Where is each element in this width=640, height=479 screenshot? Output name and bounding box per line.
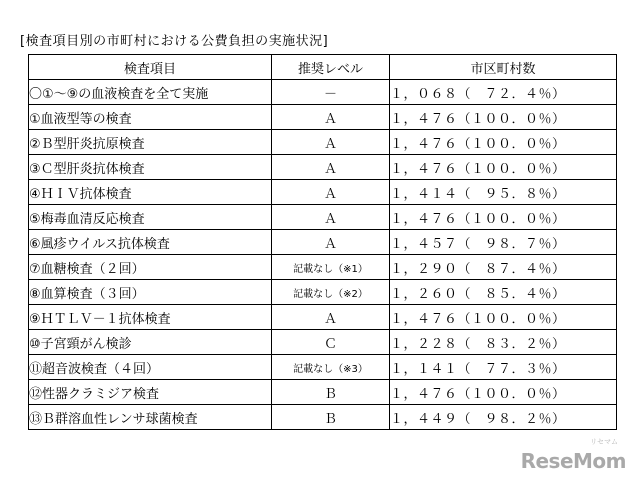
inspection-item-cell: ②Ｂ型肝炎抗原検査 (29, 130, 272, 155)
municipality-count-cell: １，４５７（ ９８．７％） (390, 230, 617, 255)
inspection-item-cell: ④ＨＩＶ抗体検査 (29, 180, 272, 205)
municipality-count-cell: １，４４９（ ９８．２％） (390, 405, 617, 430)
table-header-row (29, 55, 617, 80)
recommendation-level-cell: 記載なし（※3） (272, 355, 390, 380)
inspection-item-cell: 〇①～⑨の血液検査を全て実施 (29, 80, 272, 105)
municipality-count-cell: １，４７６（１００．０％） (390, 380, 617, 405)
recommendation-level-cell: － (272, 80, 390, 105)
table-row (29, 205, 617, 230)
table-row (29, 130, 617, 155)
table-caption: [検査項目別の市町村における公費負担の実施状況] (20, 34, 329, 49)
recommendation-level-cell: 記載なし（※2） (272, 280, 390, 305)
header-municipality-count: 市区町村数 (390, 55, 617, 80)
municipality-count-cell: １，１４１（ ７７．３％） (390, 355, 617, 380)
table-row (29, 180, 617, 205)
recommendation-level-cell: Ａ (272, 205, 390, 230)
table-row (29, 405, 617, 430)
municipality-count-cell: １，０６８（ ７２．４％） (390, 80, 617, 105)
header-inspection-item: 検査項目 (29, 55, 272, 80)
inspection-item-cell: ⑨ＨＴＬＶ－１抗体検査 (29, 305, 272, 330)
inspection-item-cell: ③Ｃ型肝炎抗体検査 (29, 155, 272, 180)
watermark-small-text: リセマム (590, 438, 618, 446)
inspection-table (28, 54, 617, 430)
resemom-logo: ReseMom (520, 449, 626, 473)
inspection-item-cell: ⑩子宮頸がん検診 (29, 330, 272, 355)
table-row (29, 105, 617, 130)
table-row (29, 330, 617, 355)
table-row (29, 305, 617, 330)
recommendation-level-cell: Ａ (272, 130, 390, 155)
municipality-count-cell: １，２６０（ ８５．４％） (390, 280, 617, 305)
inspection-item-cell: ⑥風疹ウイルス抗体検査 (29, 230, 272, 255)
recommendation-level-cell: 記載なし（※1） (272, 255, 390, 280)
table-row (29, 80, 617, 105)
inspection-item-cell: ①血液型等の検査 (29, 105, 272, 130)
recommendation-level-cell: Ｃ (272, 330, 390, 355)
inspection-item-cell: ⑧血算検査（３回） (29, 280, 272, 305)
inspection-item-cell: ⑦血糖検査（２回） (29, 255, 272, 280)
table-row (29, 355, 617, 380)
recommendation-level-cell: Ｂ (272, 405, 390, 430)
table-row (29, 280, 617, 305)
recommendation-level-cell: Ａ (272, 155, 390, 180)
municipality-count-cell: １，２９０（ ８７．４％） (390, 255, 617, 280)
inspection-item-cell: ⑫性器クラミジア検査 (29, 380, 272, 405)
table-row (29, 155, 617, 180)
municipality-count-cell: １，４７６（１００．０％） (390, 130, 617, 155)
inspection-item-cell: ⑬Ｂ群溶血性レンサ球菌検査 (29, 405, 272, 430)
recommendation-level-cell: Ｂ (272, 380, 390, 405)
municipality-count-cell: １，４７６（１００．０％） (390, 105, 617, 130)
recommendation-level-cell: Ａ (272, 180, 390, 205)
recommendation-level-cell: Ａ (272, 230, 390, 255)
table-row (29, 230, 617, 255)
municipality-count-cell: １，４７６（１００．０％） (390, 305, 617, 330)
table-row (29, 380, 617, 405)
municipality-count-cell: １，２２８（ ８３．２％） (390, 330, 617, 355)
inspection-item-cell: ⑪超音波検査（４回） (29, 355, 272, 380)
table-row (29, 255, 617, 280)
inspection-item-cell: ⑤梅毒血清反応検査 (29, 205, 272, 230)
header-recommendation-level: 推奨レベル (272, 55, 390, 80)
municipality-count-cell: １，４１４（ ９５．８％） (390, 180, 617, 205)
recommendation-level-cell: Ａ (272, 105, 390, 130)
recommendation-level-cell: Ａ (272, 305, 390, 330)
municipality-count-cell: １，４７６（１００．０％） (390, 205, 617, 230)
municipality-count-cell: １，４７６（１００．０％） (390, 155, 617, 180)
